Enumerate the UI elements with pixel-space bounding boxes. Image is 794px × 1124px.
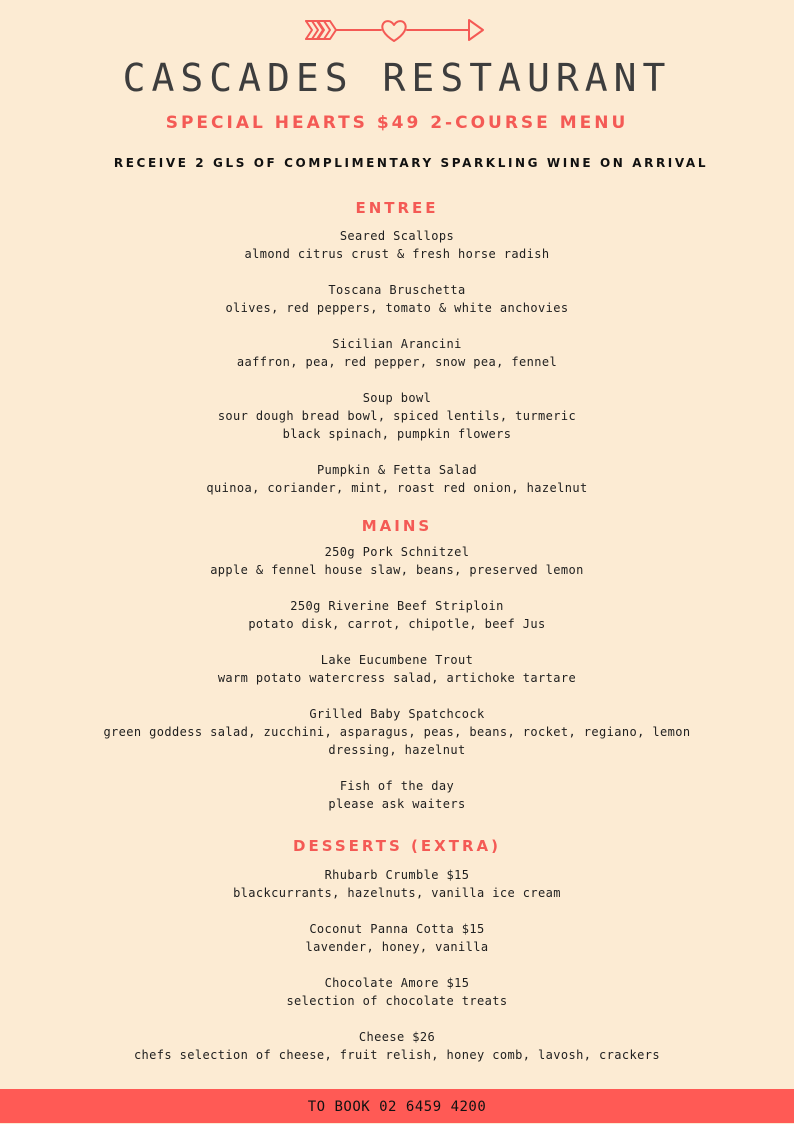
menu-item (0, 389, 794, 443)
item-description: aaffron, pea, red pepper, snow pea, fennel (236, 355, 558, 369)
booking-phone: TO BOOK 02 6459 4200 (307, 1099, 487, 1115)
item-description: lavender, honey, vanilla (305, 940, 489, 954)
menu-item (0, 335, 794, 371)
item-name: 250g Pork Schnitzel (324, 545, 470, 559)
item-name: Seared Scallops (339, 229, 455, 243)
item-description: green goddess salad, zucchini, asparagus, peas, beans, rocket, regiano, lemon (103, 725, 691, 739)
menu-item (0, 227, 794, 263)
menu-item (0, 866, 794, 902)
menu-item (0, 777, 794, 813)
menu-item (0, 461, 794, 497)
item-name: Coconut Panna Cotta $15 (309, 922, 485, 936)
item-description: warm potato watercress salad, artichoke tartare (217, 671, 577, 685)
item-description: almond citrus crust & fresh horse radish (244, 247, 550, 261)
item-name: Lake Eucumbene Trout (320, 653, 474, 667)
section-heading: MAINS (361, 517, 433, 535)
item-description: olives, red peppers, tomato & white anchovies (225, 301, 569, 315)
item-name: Cheese $26 (358, 1030, 436, 1044)
menu-item (0, 597, 794, 633)
section-mains (0, 516, 794, 813)
item-name: 250g Riverine Beef Striploin (290, 599, 504, 613)
item-name: Toscana Bruschetta (328, 283, 466, 297)
item-name: Rhubarb Crumble $15 (324, 868, 470, 882)
item-description: apple & fennel house slaw, beans, preserved lemon (210, 563, 584, 577)
item-name: Chocolate Amore $15 (324, 976, 470, 990)
item-name: Grilled Baby Spatchcock (309, 707, 485, 721)
item-description: black spinach, pumpkin flowers (282, 427, 512, 441)
item-description: selection of chocolate treats (286, 994, 508, 1008)
section-heading: DESSERTS (EXTRA) (293, 837, 501, 855)
item-description: chefs selection of cheese, fruit relish, honey comb, lavosh, crackers (133, 1048, 661, 1062)
item-name: Sicilian Arancini (332, 337, 462, 351)
menu-item (0, 543, 794, 579)
menu-item (0, 920, 794, 956)
section-desserts (0, 836, 794, 1064)
booking-footer (0, 1089, 794, 1123)
section-entree (0, 198, 794, 497)
menu-item (0, 281, 794, 317)
item-description: dressing, hazelnut (328, 743, 466, 757)
menu-item (0, 651, 794, 687)
menu-item (0, 1028, 794, 1064)
arrow-heart-icon (303, 16, 487, 46)
item-description: blackcurrants, hazelnuts, vanilla ice cream (233, 886, 561, 900)
item-description: sour dough bread bowl, spiced lentils, turmeric (217, 409, 577, 423)
item-name: Pumpkin & Fetta Salad (316, 463, 478, 477)
item-name: Soup bowl (362, 391, 432, 405)
offer-text: RECEIVE 2 GLS OF COMPLIMENTARY SPARKLING WINE ON ARRIVAL (113, 156, 709, 170)
menu-subtitle: SPECIAL HEARTS $49 2-COURSE MENU (165, 113, 629, 133)
section-heading: ENTREE (355, 199, 439, 217)
item-description: quinoa, coriander, mint, roast red onion, hazelnut (206, 481, 588, 495)
item-description: please ask waiters (328, 797, 466, 811)
menu-item (0, 974, 794, 1010)
restaurant-title: CASCADES RESTAURANT (122, 56, 672, 100)
item-name: Fish of the day (339, 779, 455, 793)
item-description: potato disk, carrot, chipotle, beef Jus (248, 617, 546, 631)
menu-item (0, 705, 794, 759)
